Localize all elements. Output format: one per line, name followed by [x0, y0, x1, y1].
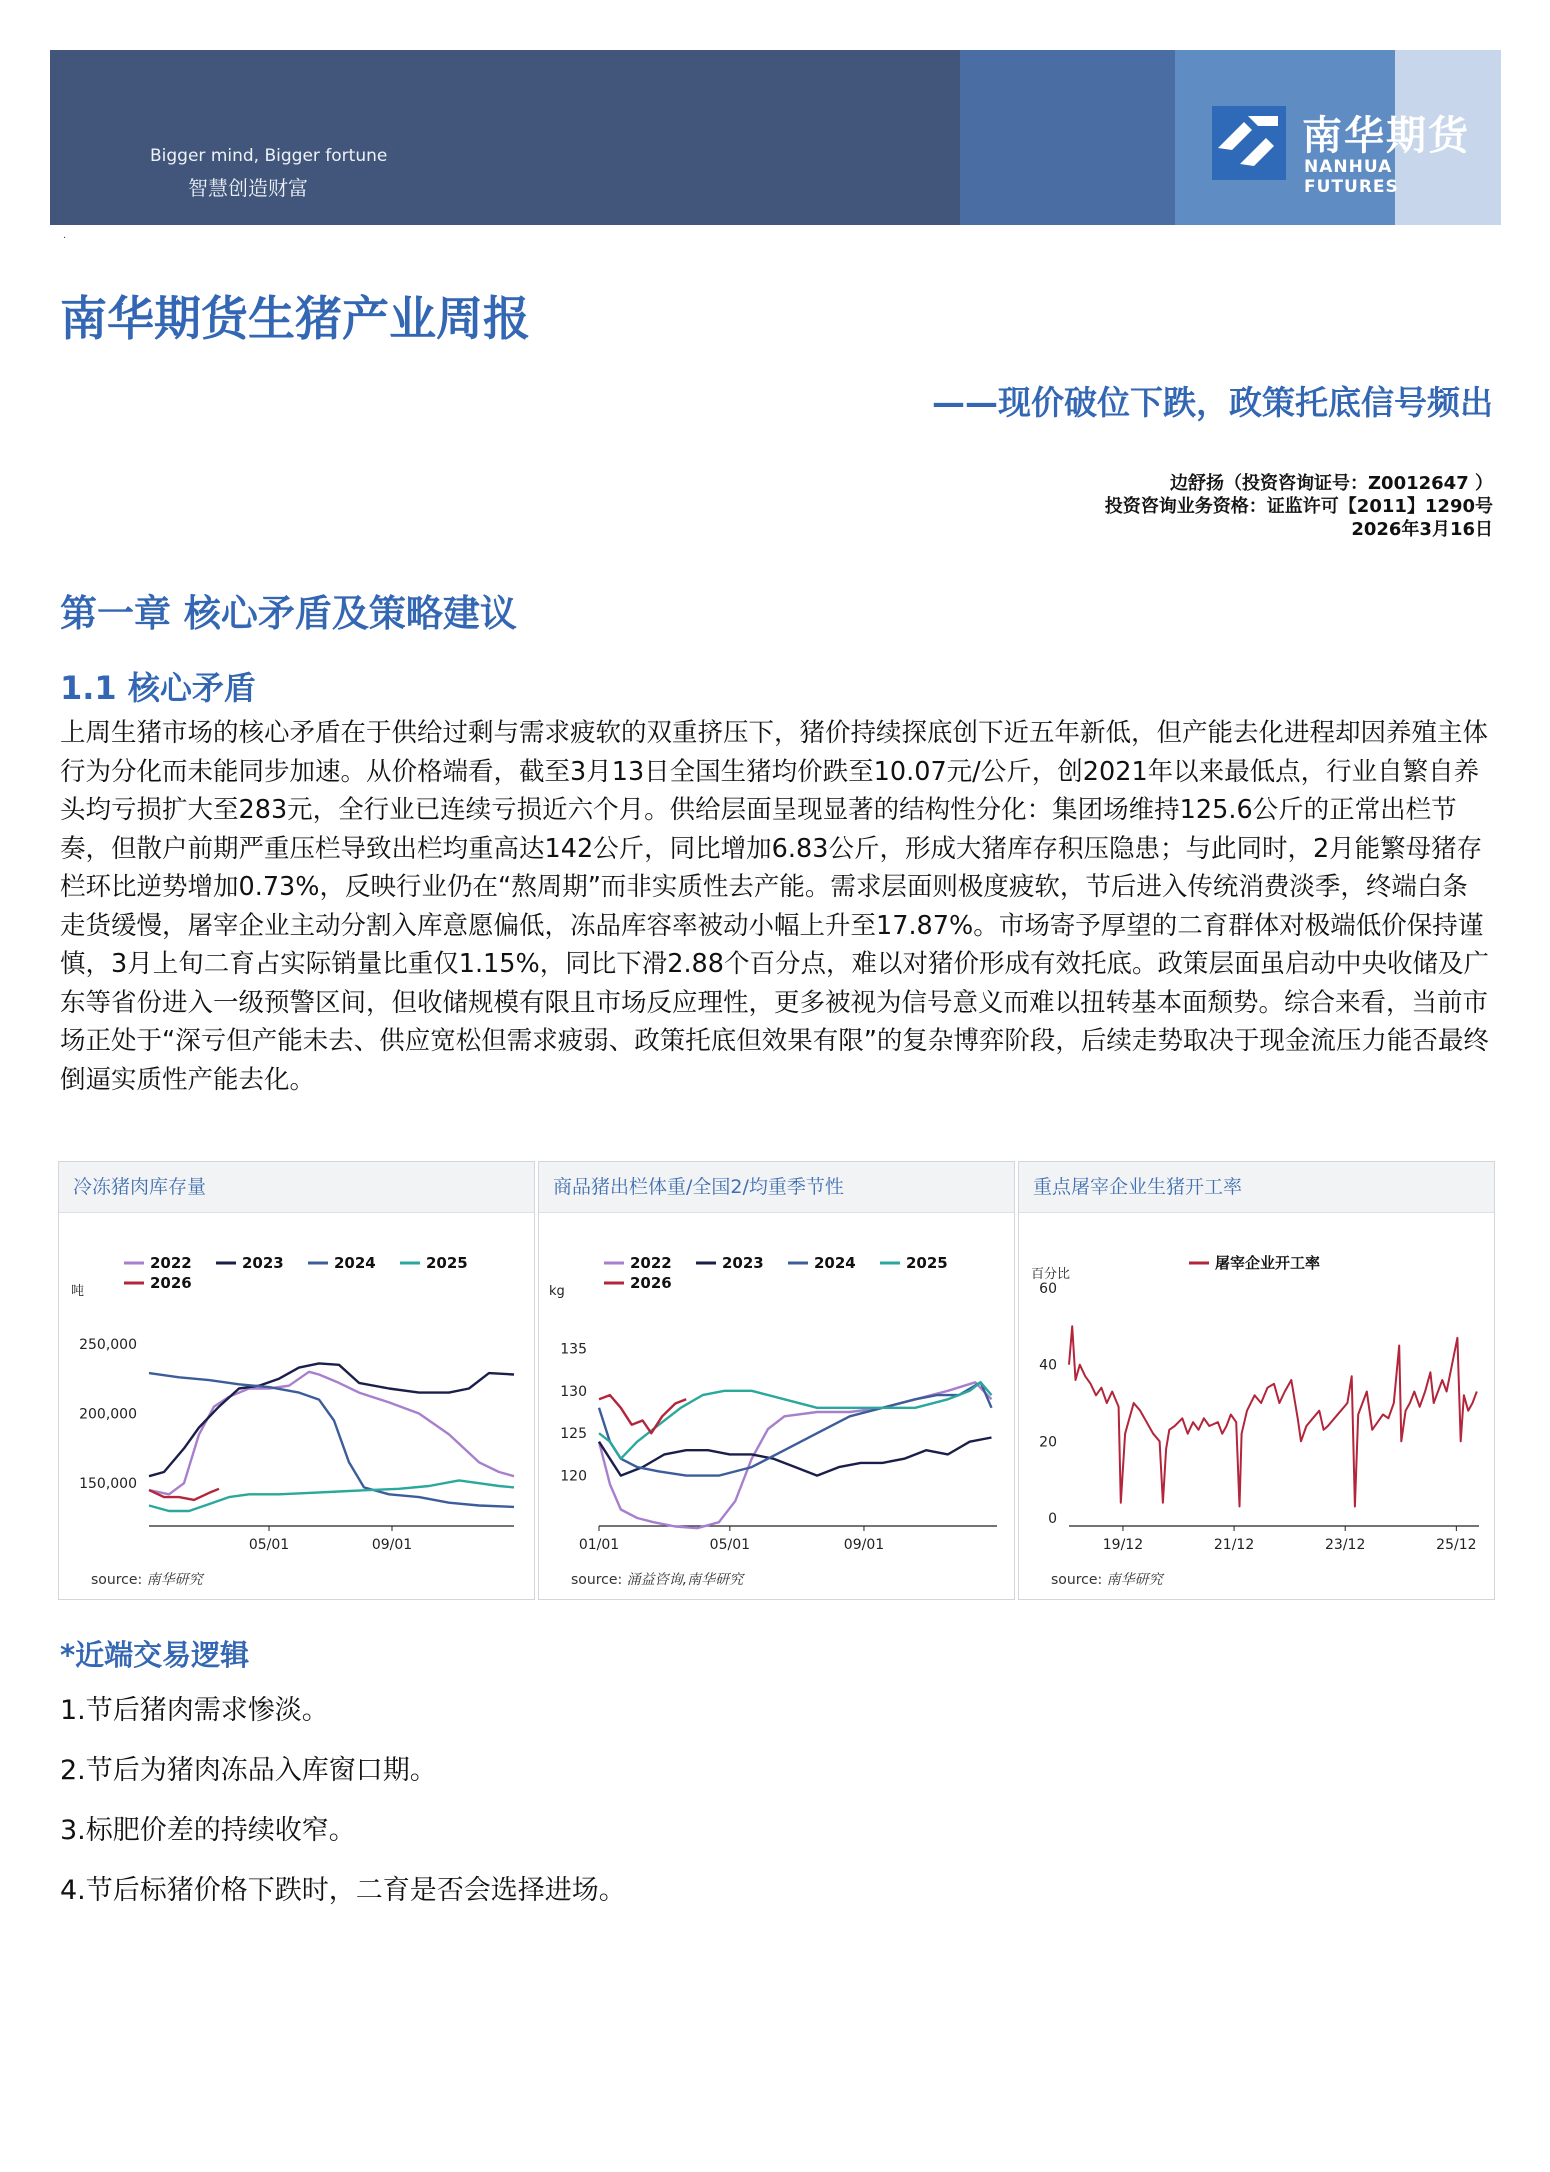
- legend-label: 2023: [722, 1254, 764, 1272]
- chart-title: 重点屠宰企业生猪开工率: [1019, 1162, 1494, 1213]
- legend-label: 屠宰企业开工率: [1215, 1254, 1321, 1272]
- x-tick-label: 19/12: [1102, 1537, 1144, 1553]
- y-tick-label: 20: [1039, 1434, 1057, 1451]
- logo-mark-icon: [1212, 106, 1286, 180]
- report-subtitle: ——现价破位下跌，政策托底信号频出: [932, 383, 1493, 422]
- x-tick-label: 09/01: [371, 1537, 413, 1553]
- chart-hog-weight-seasonality: [539, 1213, 1014, 1553]
- logo-text-en: NANHUA FUTURES: [1304, 157, 1399, 197]
- chart-source: source: 南华研究: [1051, 1572, 1163, 1588]
- chart-panel-slaughter-weight: [538, 1161, 1015, 1600]
- chart-source: source: 南华研究: [91, 1572, 203, 1588]
- logo-text-cn: 南华期货: [1302, 113, 1470, 159]
- y-axis-label: 吨: [71, 1284, 85, 1299]
- y-tick-label: 60: [1039, 1281, 1057, 1297]
- y-tick-label: 125: [560, 1426, 587, 1443]
- x-tick-label: 09/01: [843, 1537, 885, 1553]
- section-title: 1.1 核心矛盾: [60, 669, 256, 707]
- y-tick-label: 250,000: [79, 1336, 137, 1353]
- series-line: [599, 1382, 992, 1475]
- legend-label: 2026: [630, 1274, 672, 1292]
- chart-panel-operating-rate: [1018, 1161, 1495, 1600]
- tagline-cn: 智慧创造财富: [188, 176, 308, 200]
- legend-label: 2023: [242, 1254, 284, 1272]
- report-meta: [1105, 472, 1493, 541]
- author: 边舒扬（投资咨询证号：Z0012647 ）: [1170, 473, 1493, 494]
- legend-label: 2026: [150, 1274, 192, 1292]
- x-tick-label: 05/01: [709, 1537, 751, 1553]
- chart-source: source: 涌益咨询,南华研究: [571, 1572, 744, 1588]
- trading-logic-heading: *近端交易逻辑: [60, 1638, 250, 1672]
- legend-label: 2025: [426, 1254, 468, 1272]
- y-axis-label: kg: [549, 1284, 565, 1299]
- trading-logic-item: 4.节后标猪价格下跌时，二育是否会选择进场。: [60, 1875, 626, 1906]
- series-line: [1069, 1326, 1477, 1506]
- y-tick-label: 200,000: [79, 1406, 137, 1423]
- chart-title: 商品猪出栏体重/全国2/均重季节性: [539, 1162, 1014, 1213]
- y-tick-label: 0: [1048, 1511, 1057, 1527]
- page-dot: ·: [63, 233, 67, 244]
- tagline-en: Bigger mind, Bigger fortune: [150, 146, 388, 166]
- core-paragraph: 上周生猪市场的核心矛盾在于供给过剩与需求疲软的双重挤压下，猪价持续探底创下近五年新低，但产能去化进程却因养殖主体行为分化而未能同步加速。从价格端看，截至3月13日全国生猪均价跌至10.07元/公斤，创2021年以来最低点，行业自繁自养头均亏损扩大至283元，全行业已连续亏损近六个月。供给层面呈现显著的结构性分化：集团场维持125.6公斤的正常出栏节奏，但散户前期严重压栏导致出栏均重高达142公斤，同比增加6.83公斤，形成大猪库存积压隐患；与此同时，2月能繁母猪存栏环比逆势增加0.73%，反映行业仍在“熬周期”而非实质性去产能。需求层面则极度疲软，节后进入传统消费淡季，终端白条走货缓慢，屠宰企业主动分割入库意愿偏低，冻品库容率被动小幅上升至17.87%。市场寄予厚望的二育群体对极端低价保持谨慎，3月上旬二育占实际销量比重仅1.15%，同比下滑2.88个百分点，难以对猪价形成有效托底。政策层面虽启动中央收储及广东等省份进入一级预警区间，但收储规模有限且市场反应理性，更多被视为信号意义而难以扭转基本面颓势。综合来看，当前市场正处于“深亏但产能未去、供应宽松但需求疲弱、政策托底但效果有限”的复杂博弈阶段，后续走势取决于现金流压力能否最终倒逼实质性产能去化。: [60, 718, 1490, 1095]
- company-logo: [1212, 102, 1482, 197]
- chart-legend: [604, 1254, 948, 1292]
- license: 投资咨询业务资格：证监许可【2011】1290号: [1104, 496, 1493, 517]
- x-tick-label: 21/12: [1213, 1537, 1255, 1553]
- trading-logic-item: 3.标肥价差的持续收窄。: [60, 1815, 356, 1846]
- series-line: [149, 1373, 514, 1507]
- y-tick-label: 135: [560, 1341, 587, 1358]
- chapter-title: 第一章 核心矛盾及策略建议: [60, 592, 517, 635]
- y-tick-label: 150,000: [79, 1476, 137, 1493]
- legend-label: 2022: [630, 1254, 672, 1272]
- chart-legend: [124, 1254, 468, 1292]
- series-line: [149, 1489, 219, 1500]
- legend-label: 2024: [334, 1254, 376, 1272]
- legend-label: 2024: [814, 1254, 856, 1272]
- chart-frozen-pork-inventory: [59, 1213, 534, 1553]
- report-title: 南华期货生猪产业周报: [60, 292, 530, 347]
- chart-legend: [1189, 1254, 1320, 1272]
- x-tick-label: 23/12: [1325, 1537, 1366, 1553]
- banner-panel: [960, 50, 1175, 225]
- y-tick-label: 120: [560, 1468, 587, 1485]
- y-tick-label: 130: [560, 1383, 587, 1400]
- trading-logic-item: 2.节后为猪肉冻品入库窗口期。: [60, 1755, 437, 1786]
- chart-title: 冷冻猪肉库存量: [59, 1162, 534, 1213]
- legend-label: 2025: [906, 1254, 948, 1272]
- x-tick-label: 25/12: [1436, 1537, 1477, 1553]
- report-date: 2026年3月16日: [1351, 519, 1493, 540]
- y-tick-label: 40: [1039, 1357, 1057, 1374]
- y-axis-label: 百分比: [1031, 1267, 1071, 1282]
- chart-panel-frozen-pork: [58, 1161, 535, 1600]
- legend-label: 2022: [150, 1254, 192, 1272]
- x-tick-label: 05/01: [248, 1537, 290, 1553]
- trading-logic-item: 1.节后猪肉需求惨淡。: [60, 1695, 329, 1726]
- header-banner: [50, 50, 1501, 225]
- x-tick-label: 01/01: [578, 1537, 620, 1553]
- chart-slaughter-operating-rate: [1019, 1213, 1494, 1553]
